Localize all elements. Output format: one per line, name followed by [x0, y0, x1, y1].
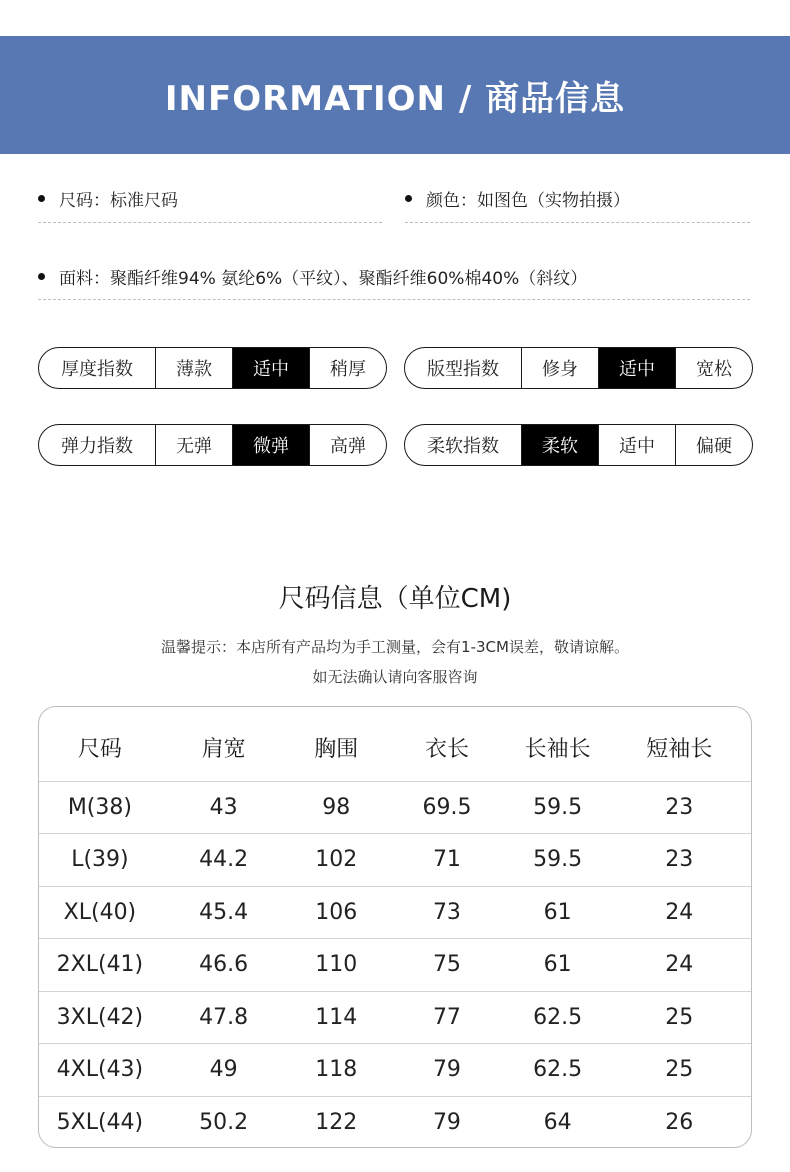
meter-fit [404, 347, 753, 389]
size-section-title: 尺码信息（单位CM) [278, 584, 512, 614]
meter-label: 弹力指数 [61, 436, 133, 457]
meter-option: 宽松 [675, 348, 752, 388]
divider [38, 222, 382, 223]
table-cell: 2XL(41) [39, 939, 161, 992]
table-cell: 23 [608, 781, 751, 834]
meter-option: 柔软 [521, 425, 598, 465]
meter-softness [404, 424, 753, 466]
table-cell: L(39) [39, 834, 161, 887]
meter-label: 版型指数 [427, 359, 499, 380]
table-row [39, 781, 751, 834]
table-cell: 73 [386, 886, 508, 939]
bullet-icon [38, 195, 45, 202]
table-cell: 50.2 [161, 1096, 287, 1148]
table-cell: 62.5 [508, 1044, 608, 1097]
table-cell: 114 [286, 991, 386, 1044]
table-cell: 71 [386, 834, 508, 887]
table-cell: 61 [508, 886, 608, 939]
meter-option: 适中 [598, 348, 675, 388]
table-cell: 26 [608, 1096, 751, 1148]
table-row [39, 1044, 751, 1097]
meter-elasticity [38, 424, 387, 466]
table-header-cell: 尺码 [77, 737, 122, 763]
table-cell: 47.8 [161, 991, 287, 1044]
bullet-icon [38, 273, 45, 280]
table-cell: XL(40) [39, 886, 161, 939]
table-cell: 59.5 [508, 834, 608, 887]
table-cell: 24 [608, 939, 751, 992]
size-note-line2: 如无法确认请向客服咨询 [312, 668, 478, 686]
size-note-line1: 温馨提示：本店所有产品均为手工测量，会有1-3CM误差，敬请谅解。 [161, 638, 629, 656]
table-cell: 64 [508, 1096, 608, 1148]
table-cell: 75 [386, 939, 508, 992]
meter-option: 微弹 [232, 425, 309, 465]
table-cell: 45.4 [161, 886, 287, 939]
table-cell: 118 [286, 1044, 386, 1097]
info-size [38, 186, 178, 211]
table-cell: 62.5 [508, 991, 608, 1044]
table-cell: 44.2 [161, 834, 287, 887]
table-cell: 79 [386, 1096, 508, 1148]
header-banner [0, 36, 790, 154]
table-cell: 98 [286, 781, 386, 834]
meter-label: 柔软指数 [427, 436, 499, 457]
meter-option: 适中 [232, 348, 309, 388]
table-cell: 4XL(43) [39, 1044, 161, 1097]
bullet-icon [405, 195, 412, 202]
meter-option: 偏硬 [675, 425, 752, 465]
info-color-text: 颜色：如图色（实物拍摄） [426, 191, 630, 211]
table-cell: 106 [286, 886, 386, 939]
meter-label: 厚度指数 [61, 359, 133, 380]
table-cell: 77 [386, 991, 508, 1044]
divider [38, 299, 750, 300]
table-row [39, 991, 751, 1044]
table-cell: 25 [608, 1044, 751, 1097]
info-size-text: 尺码：标准尺码 [59, 191, 178, 211]
table-cell: 110 [286, 939, 386, 992]
table-header-cell: 胸围 [314, 737, 359, 763]
table-cell: 43 [161, 781, 287, 834]
table-header-row [39, 707, 751, 781]
meter-option: 高弹 [309, 425, 386, 465]
table-header-cell: 长袖长 [524, 737, 591, 763]
table-cell: 102 [286, 834, 386, 887]
info-fabric-text: 面料：聚酯纤维94% 氨纶6%（平纹）、聚酯纤维60%棉40%（斜纹） [59, 269, 588, 289]
divider [405, 222, 750, 223]
table-cell: 49 [161, 1044, 287, 1097]
table-row [39, 834, 751, 887]
table-cell: 23 [608, 834, 751, 887]
table-cell: 5XL(44) [39, 1096, 161, 1148]
table-cell: 122 [286, 1096, 386, 1148]
table-header-cell: 衣长 [424, 737, 469, 763]
info-color [405, 186, 630, 211]
info-fabric [38, 264, 587, 289]
meter-option: 薄款 [155, 348, 232, 388]
meter-option: 适中 [598, 425, 675, 465]
size-table [38, 706, 752, 1148]
table-row [39, 1096, 751, 1148]
table-cell: 46.6 [161, 939, 287, 992]
banner-title: INFORMATION / 商品信息 [164, 78, 626, 119]
table-cell: 25 [608, 991, 751, 1044]
table-header-cell: 短袖长 [646, 737, 713, 763]
table-cell: 79 [386, 1044, 508, 1097]
table-row [39, 939, 751, 992]
table-cell: M(38) [39, 781, 161, 834]
table-cell: 69.5 [386, 781, 508, 834]
table-cell: 3XL(42) [39, 991, 161, 1044]
meter-option: 无弹 [155, 425, 232, 465]
meter-option: 稍厚 [309, 348, 386, 388]
table-cell: 24 [608, 886, 751, 939]
table-header-cell: 肩宽 [201, 737, 246, 763]
meter-option: 修身 [521, 348, 598, 388]
table-cell: 61 [508, 939, 608, 992]
meter-thickness [38, 347, 387, 389]
table-cell: 59.5 [508, 781, 608, 834]
table-row [39, 886, 751, 939]
